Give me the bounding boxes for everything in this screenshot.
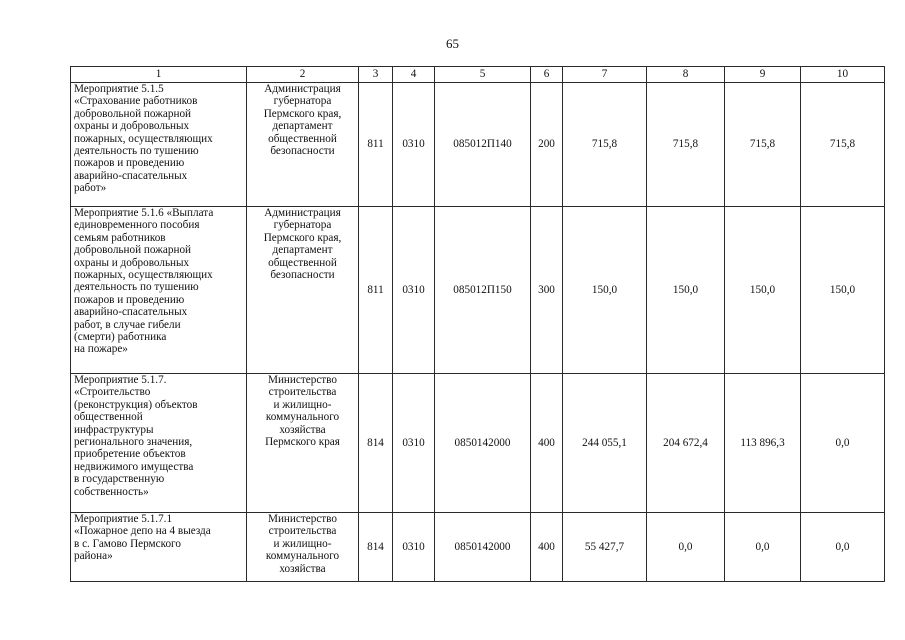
amount-col7-cell: 55 427,7 (563, 513, 647, 582)
organization-line: Пермского края, (263, 107, 342, 120)
organization-line: безопасности (270, 269, 335, 282)
amount-col8-cell: 715,8 (647, 83, 725, 207)
event-name-line: работ» (74, 182, 107, 195)
table-row (71, 207, 885, 374)
organization-line: департамент (272, 244, 333, 257)
header-cell-6: 6 (531, 67, 563, 83)
event-name-line: «Строительство (74, 386, 151, 399)
event-name-line: в государственную (74, 473, 165, 486)
target-code-cell: 085012П140 (435, 83, 531, 207)
event-name-line: деятельность по тушению (74, 281, 199, 294)
amount-col9-cell: 113 896,3 (725, 374, 801, 513)
header-cell-4: 4 (393, 67, 435, 83)
organization-line: строительства (268, 525, 337, 538)
organization-line: хозяйства (279, 423, 326, 436)
event-name-line: пожарных, осуществляющих (74, 132, 213, 145)
header-row (71, 67, 885, 83)
organization-line: хозяйства (279, 562, 326, 575)
event-name-line: работ, в случае гибели (74, 318, 181, 331)
event-name-line: (смерти) работника (74, 331, 167, 344)
event-name-line: охраны и добровольных (74, 120, 190, 133)
event-name-line: пожаров и проведению (74, 293, 185, 306)
expense-type-cell: 400 (531, 513, 563, 582)
event-name-cell (71, 374, 247, 513)
event-name-line: недвижимого имущества (74, 460, 194, 473)
event-name-line: добровольной пожарной (74, 244, 192, 257)
amount-col10-cell: 150,0 (801, 207, 885, 374)
organization-line: Министерство (268, 374, 337, 386)
event-name-line: аварийно-спасательных (74, 306, 188, 319)
organization-line: Пермского края, (263, 231, 342, 244)
event-name-line: аварийно-спасательных (74, 169, 188, 182)
header-cell-8: 8 (647, 67, 725, 83)
table-row (71, 374, 885, 513)
amount-col7-cell: 244 055,1 (563, 374, 647, 513)
amount-col9-cell: 715,8 (725, 83, 801, 207)
event-name-line: пожаров и проведению (74, 157, 185, 170)
event-name-line: «Пожарное депо на 4 выезда (74, 525, 211, 538)
event-name-line: регионального значения, (74, 436, 193, 449)
amount-col7-cell: 715,8 (563, 83, 647, 207)
organization-cell (247, 513, 359, 582)
event-name-line: Мероприятие 5.1.7.1 (74, 513, 173, 525)
event-name-cell (71, 207, 247, 374)
event-name-line: пожарных, осуществляющих (74, 269, 213, 282)
amount-col8-cell: 204 672,4 (647, 374, 725, 513)
amount-col10-cell: 0,0 (801, 513, 885, 582)
target-code-cell: 0850142000 (435, 374, 531, 513)
organization-line: общественной (268, 256, 337, 269)
event-name-line: в с. Гамово Пермского (74, 537, 181, 550)
organization-cell (247, 374, 359, 513)
budget-table (70, 66, 885, 582)
target-code-cell: 0850142000 (435, 513, 531, 582)
amount-col8-cell: 0,0 (647, 513, 725, 582)
grbs-code-cell: 811 (359, 207, 393, 374)
organization-line: Пермского края (265, 436, 340, 449)
amount-col7-cell: 150,0 (563, 207, 647, 374)
event-name-line: Мероприятие 5.1.7. (74, 374, 167, 386)
header-cell-10: 10 (801, 67, 885, 83)
organization-line: губернатора (273, 219, 332, 232)
event-name-line: инфраструктуры (74, 423, 154, 436)
event-name-line: семьям работников (74, 231, 166, 244)
organization-line: коммунального (265, 411, 340, 424)
event-name-line: района» (74, 550, 113, 563)
page-number: 65 (446, 36, 459, 51)
organization-line: общественной (268, 132, 337, 145)
organization-cell (247, 83, 359, 207)
organization-line: коммунального (265, 550, 340, 563)
organization-line: Администрация (264, 83, 341, 95)
event-name-line: собственность» (74, 485, 149, 498)
header-cell-2: 2 (247, 67, 359, 83)
event-name-line: общественной (74, 411, 143, 424)
grbs-code-cell: 811 (359, 83, 393, 207)
grbs-code-cell: 814 (359, 374, 393, 513)
header-cell-5: 5 (435, 67, 531, 83)
grbs-code-cell: 814 (359, 513, 393, 582)
header-cell-1: 1 (71, 67, 247, 83)
expense-type-cell: 200 (531, 83, 563, 207)
amount-col9-cell: 0,0 (725, 513, 801, 582)
event-name-line: на пожаре» (74, 343, 128, 356)
header-cell-7: 7 (563, 67, 647, 83)
event-name-line: Мероприятие 5.1.5 (74, 83, 164, 95)
organization-line: Министерство (268, 513, 337, 525)
organization-line: и жилищно- (273, 398, 332, 411)
organization-line: и жилищно- (273, 537, 332, 550)
section-code-cell: 0310 (393, 83, 435, 207)
event-name-cell (71, 83, 247, 207)
header-cell-3: 3 (359, 67, 393, 83)
event-name-line: единовременного пособия (74, 219, 200, 232)
target-code-cell: 085012П150 (435, 207, 531, 374)
expense-type-cell: 300 (531, 207, 563, 374)
amount-col10-cell: 715,8 (801, 83, 885, 207)
organization-line: строительства (268, 386, 337, 399)
header-cell-9: 9 (725, 67, 801, 83)
event-name-line: Мероприятие 5.1.6 «Выплата (74, 207, 214, 219)
event-name-cell (71, 513, 247, 582)
event-name-line: приобретение объектов (74, 448, 186, 461)
table-row (71, 513, 885, 582)
section-code-cell: 0310 (393, 374, 435, 513)
organization-line: департамент (272, 120, 333, 133)
organization-line: губернатора (273, 95, 332, 108)
organization-line: Администрация (264, 207, 341, 219)
amount-col9-cell: 150,0 (725, 207, 801, 374)
event-name-line: деятельность по тушению (74, 145, 199, 158)
organization-cell (247, 207, 359, 374)
amount-col8-cell: 150,0 (647, 207, 725, 374)
event-name-line: охраны и добровольных (74, 256, 190, 269)
organization-line: безопасности (270, 145, 335, 158)
event-name-line: (реконструкция) объектов (74, 398, 198, 411)
expense-type-cell: 400 (531, 374, 563, 513)
amount-col10-cell: 0,0 (801, 374, 885, 513)
event-name-line: добровольной пожарной (74, 107, 192, 120)
event-name-line: «Страхование работников (74, 95, 198, 108)
section-code-cell: 0310 (393, 207, 435, 374)
section-code-cell: 0310 (393, 513, 435, 582)
table-row (71, 83, 885, 207)
